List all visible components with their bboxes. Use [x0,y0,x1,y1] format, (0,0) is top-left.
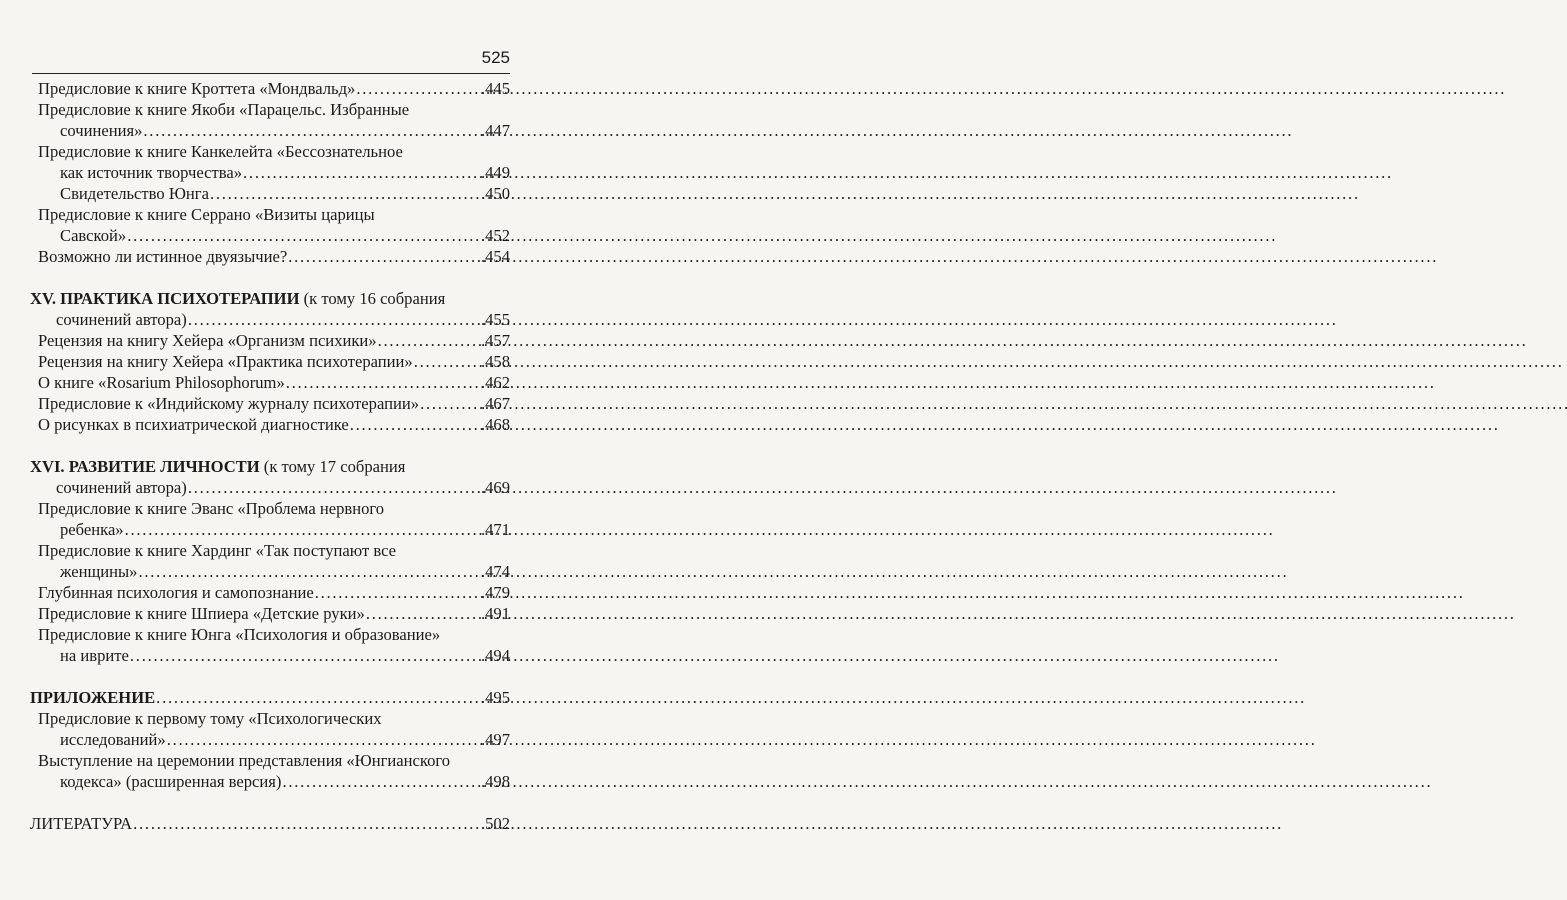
dot-leader [156,687,480,708]
toc-entry-line [38,330,510,351]
dot-leader [414,351,480,372]
section-heading-line [30,309,510,330]
toc-entry-title: Предисловие к книге Канкелейта «Бессознательное [38,142,403,161]
section-heading[interactable] [30,456,510,498]
section-heading[interactable] [30,687,510,708]
page-ref: .454 [480,247,510,266]
section-title: ПРИЛОЖЕНИЕ [30,688,156,707]
page-number: 525 [481,48,510,67]
toc-entry-line [38,393,510,414]
toc-entry-title: Выступление на церемонии представления «Юнгианского [38,751,451,770]
toc-entry[interactable] [34,330,510,351]
toc-entry[interactable] [34,78,510,99]
dot-leader [167,729,480,750]
toc-entry-line [38,78,510,99]
toc-entry-line [38,771,510,792]
toc-entry-title: Предисловие к книге Юнга «Психология и образование» [38,625,441,644]
page-ref: .450 [480,184,510,203]
toc-entry-title: Свидетельство Юнга [60,184,209,203]
toc-entry[interactable] [34,183,510,204]
dot-leader [188,477,480,498]
toc-entry[interactable] [34,99,510,141]
toc-entry-line [38,99,510,120]
toc-entry-title-cont: исследований» [60,730,166,749]
dot-leader [356,78,480,99]
section-heading[interactable] [30,813,510,834]
toc-entry-title-cont: сочинения» [60,121,143,140]
page-ref: .471 [480,520,510,539]
toc-entry-line [38,498,510,519]
dot-leader [378,330,480,351]
section-title: XV. ПРАКТИКА ПСИХОТЕРАПИИ [30,289,300,308]
section-subtitle-cont: сочинений автора) [56,478,187,497]
dot-leader [243,162,480,183]
dot-leader [125,519,480,540]
toc-entry-title: Предисловие к книге Хардинг «Так поступают все [38,541,397,560]
toc-entry[interactable] [34,393,510,414]
toc-entry-line [38,624,510,645]
section-subtitle: (к тому 16 собрания [299,289,446,308]
toc-entry-line [38,183,510,204]
toc-entry-line [38,225,510,246]
page-ref: .467 [480,394,510,413]
header-rule [32,73,510,74]
toc-entry[interactable] [34,141,510,183]
page-ref: .469 [480,478,510,497]
toc-entry-title: Предисловие к книге Якоби «Парацельс. Избранные [38,100,410,119]
page-ref: .495 [480,688,510,707]
page-ref: .462 [480,373,510,392]
section-heading-line [30,288,510,309]
toc-entry-title: Предисловие к книге Кроттета «Мондвальд» [38,79,356,98]
dot-leader [188,309,480,330]
toc-entry-title: Предисловие к первому тому «Психологических [38,709,382,728]
section-heading-line [30,813,510,834]
page-ref: .458 [480,352,510,371]
toc-entry[interactable] [34,582,510,603]
dot-leader [288,246,480,267]
dot-leader [130,645,480,666]
toc-entry-title: О книге «Rosarium Philosophorum» [38,373,285,392]
dot-leader [366,603,480,624]
toc-entry-title-cont: ребенка» [60,520,124,539]
dot-leader [420,393,480,414]
page-ref: .455 [480,310,510,329]
section-heading-line [30,477,510,498]
toc-entry-title-cont: кодекса» (расширенная версия) [60,772,282,791]
toc-entry-line [38,708,510,729]
toc-entry[interactable] [34,204,510,246]
toc-entry-line [38,561,510,582]
toc-entry[interactable] [34,540,510,582]
toc-entry[interactable] [34,708,510,750]
page-ref: .445 [480,79,510,98]
toc-entry-title: Предисловие к книге Серрано «Визиты царицы [38,205,375,224]
dot-leader [133,813,480,834]
page-ref: .449 [480,163,510,182]
toc-entry-title-cont: женщины» [60,562,138,581]
toc-entry[interactable] [34,624,510,666]
toc-entry-line [38,750,510,771]
page-ref: .474 [480,562,510,581]
toc-entry-line [38,414,510,435]
page-ref: .497 [480,730,510,749]
dot-leader [138,561,479,582]
dot-leader [282,771,479,792]
section-heading-line [30,687,510,708]
toc-entry-title: Глубинная психология и самопознание [38,583,314,602]
toc-entry-line [38,603,510,624]
toc-entry-line [38,729,510,750]
section-title: XVI. РАЗВИТИЕ ЛИЧНОСТИ [30,457,260,476]
toc-entry-title: Рецензия на книгу Хейера «Практика психотерапии» [38,352,413,371]
dot-leader [210,183,480,204]
toc-entry-line [38,246,510,267]
toc-entry-line [38,162,510,183]
table-of-contents [30,78,510,834]
dot-leader [286,372,480,393]
toc-entry[interactable] [34,498,510,540]
dot-leader [127,225,480,246]
toc-entry-line [38,141,510,162]
toc-entry-line [38,204,510,225]
page-ref: .457 [480,331,510,350]
toc-entry-title: Предисловие к «Индийскому журналу психотерапии» [38,394,420,413]
page-ref: .491 [480,604,510,623]
section-title-wrap [30,289,445,308]
toc-entry-title: Предисловие к книге Эванс «Проблема нервного [38,499,385,518]
section-gap [30,435,510,456]
toc-entry[interactable] [34,414,510,435]
toc-entry-title-cont: на иврите [60,646,129,665]
toc-entry-line [38,372,510,393]
toc-entry[interactable] [34,603,510,624]
page-ref: .447 [480,121,510,140]
toc-entry-line [38,120,510,141]
toc-entry[interactable] [34,750,510,792]
section-subtitle: (к тому 17 собрания [259,457,406,476]
toc-entry[interactable] [34,372,510,393]
section-gap [30,666,510,687]
page-ref: .468 [480,415,510,434]
dot-leader [350,414,480,435]
toc-entry-line [38,351,510,372]
section-subtitle-cont: сочинений автора) [56,310,187,329]
section-heading-line [30,456,510,477]
dot-leader [315,582,480,603]
page-ref: .479 [480,583,510,602]
section-gap [30,267,510,288]
toc-entry-line [38,645,510,666]
section-title-wrap [30,457,405,476]
toc-entry-line [38,519,510,540]
dot-leader [143,120,480,141]
section-title: ЛИТЕРАТУРА [30,814,133,833]
page-ref: .494 [480,646,510,665]
toc-entry[interactable] [34,351,510,372]
toc-entry-line [38,582,510,603]
page-ref: .498 [480,772,510,791]
toc-entry-title: О рисунках в психиатрической диагностике [38,415,349,434]
section-gap [30,792,510,813]
toc-entry-title: Рецензия на книгу Хейера «Организм психики» [38,331,377,350]
toc-entry[interactable] [34,246,510,267]
toc-entry-title: Предисловие к книге Шпиера «Детские руки» [38,604,365,623]
page-ref: .452 [480,226,510,245]
toc-entry-title-cont: Савской» [60,226,127,245]
page-ref: .502 [480,814,510,833]
toc-entry-line [38,540,510,561]
toc-entry-title: Возможно ли истинное двуязычие? [38,247,288,266]
toc-entry-title-cont: как источник творчества» [60,163,243,182]
section-heading[interactable] [30,288,510,330]
